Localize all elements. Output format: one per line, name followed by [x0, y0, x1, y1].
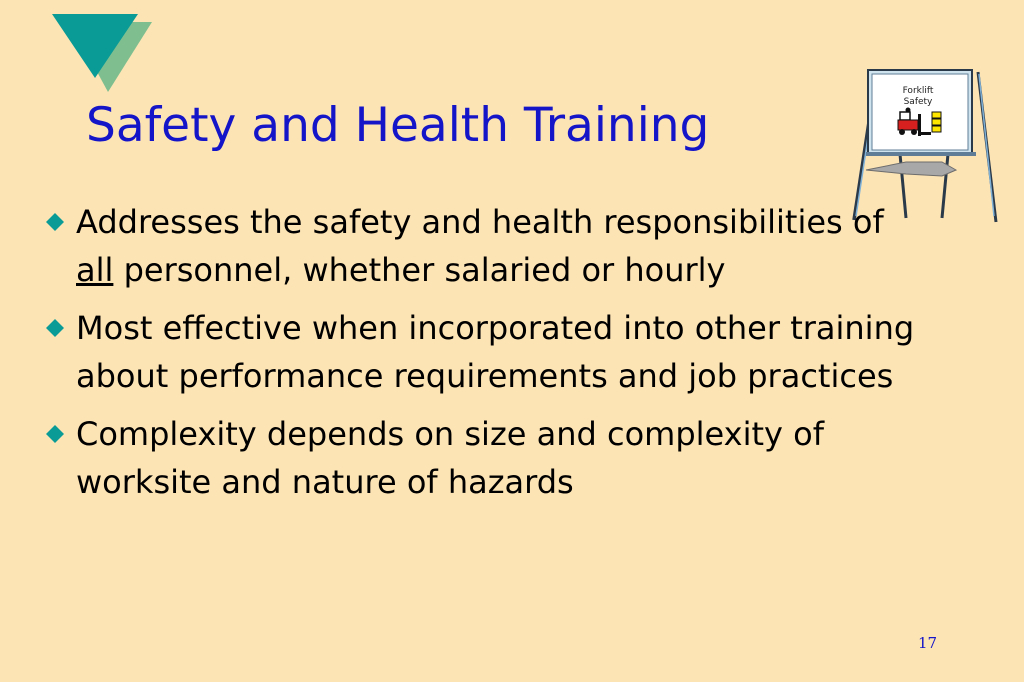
page-number: 17: [918, 634, 938, 652]
bullet-item: [40, 410, 920, 506]
bullet-item: [40, 198, 920, 294]
diamond-bullet-icon: [44, 423, 66, 445]
bullet-text-after: personnel, whether salaried or hourly: [113, 251, 726, 289]
diamond-bullet-icon: [44, 211, 66, 233]
bullet-item: [40, 304, 920, 400]
sign-line-2: Safety: [903, 97, 933, 107]
bullet-text-before: Addresses the safety and health responsibilities of: [76, 203, 884, 241]
bullet-underlined-word: all: [76, 251, 114, 289]
bullet-list: [40, 198, 920, 516]
diamond-bullet-icon: [44, 317, 66, 339]
sign-line-1: Forklift: [902, 86, 934, 96]
teal-triangle-logo-icon: [48, 14, 158, 96]
bullet-text: Most effective when incorporated into other training about performance requirements and job practices: [76, 309, 915, 395]
bullet-text: Complexity depends on size and complexity of worksite and nature of hazards: [76, 415, 824, 501]
slide-title: Safety and Health Training: [86, 98, 710, 153]
